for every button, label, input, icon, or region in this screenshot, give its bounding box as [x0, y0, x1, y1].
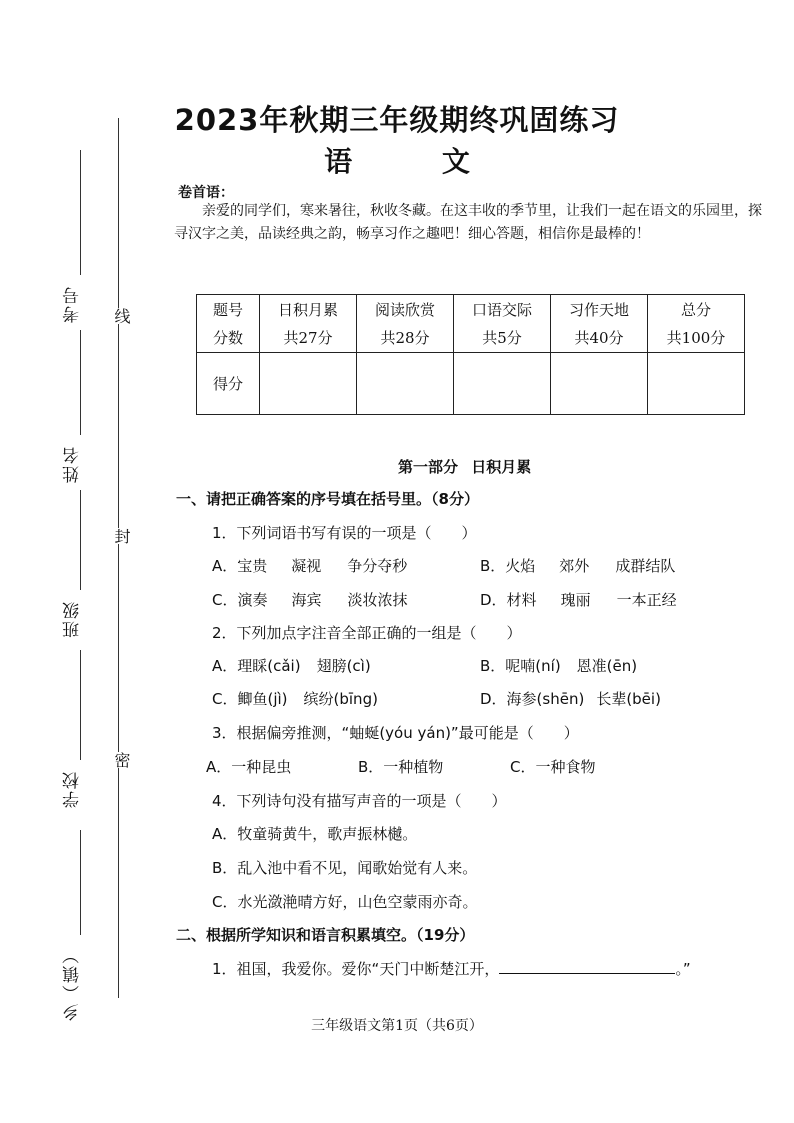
- score-input-cell[interactable]: [454, 353, 551, 415]
- q2-option-b[interactable]: B．呢喃(ní) 恩准(ēn): [480, 657, 638, 675]
- seal-secret-mark: 密: [112, 752, 131, 768]
- school-label: 学校: [63, 770, 83, 808]
- score-input-cell[interactable]: [260, 353, 357, 415]
- score-header-cell: 总分 共100分: [648, 295, 745, 353]
- q4-option-c[interactable]: C．水光潋滟晴方好，山色空蒙雨亦奇。: [212, 893, 478, 911]
- score-row-label: 得分: [197, 353, 260, 415]
- score-header-cell: 口语交际 共5分: [454, 295, 551, 353]
- section2-title: 二、根据所学知识和语言积累填空。（19分）: [176, 926, 475, 944]
- score-input-cell[interactable]: [357, 353, 454, 415]
- class-field[interactable]: [80, 490, 81, 590]
- q2-option-d[interactable]: D．海参(shēn) 长辈(bēi): [480, 690, 661, 708]
- q1-option-a[interactable]: A．宝贵 凝视 争分夺秒: [212, 557, 408, 575]
- score-input-cell[interactable]: [648, 353, 745, 415]
- page-title: 2023年秋期三年级期终巩固练习: [174, 103, 620, 137]
- preface-label: 卷首语：: [178, 185, 234, 201]
- q4-option-a[interactable]: A．牧童骑黄牛，歌声振林樾。: [212, 825, 418, 843]
- q4-stem: 4．下列诗句没有描写声音的一项是（ ）: [212, 792, 507, 810]
- q3-stem: 3．根据偏旁推测，“蚰蜒(yóu yán)”最可能是（ ）: [212, 724, 579, 742]
- q3-option-a[interactable]: A．一种昆虫: [206, 758, 292, 776]
- binding-line: [118, 118, 119, 998]
- score-header-cell: 阅读欣赏 共28分: [357, 295, 454, 353]
- q3-option-c[interactable]: C．一种食物: [510, 758, 596, 776]
- exam-no-label: 考号: [63, 285, 83, 323]
- q2-stem: 2．下列加点字注音全部正确的一组是（ ）: [212, 624, 522, 642]
- q2-option-c[interactable]: C．鲫鱼(jì) 缤纷(bīng): [212, 690, 378, 708]
- score-header-cell: 习作天地 共40分: [551, 295, 648, 353]
- q1-option-d[interactable]: D．材料 瑰丽 一本正经: [480, 591, 677, 609]
- page-footer: 三年级语文第1页（共6页）: [311, 1018, 483, 1034]
- preface-text: 亲爱的同学们，寒来暑往，秋收冬藏。在这丰收的季节里，让我们一起在语文的乐园里，探寻汉字之美，品读经典之韵，畅享习作之趣吧！细心答题，相信你是最棒的！: [174, 203, 762, 242]
- score-input-cell[interactable]: [551, 353, 648, 415]
- township-label: 乡（镇）: [63, 945, 83, 1021]
- q1-stem: 1．下列词语书写有误的一项是（ ）: [212, 524, 477, 542]
- s2-q1: 1．祖国，我爱你。爱你“天门中断楚江开， 。”: [212, 960, 691, 978]
- q4-option-b[interactable]: B．乱入池中看不见，闻歌始觉有人来。: [212, 859, 478, 877]
- seal-seal-mark: 封: [112, 528, 131, 544]
- score-header-cell: 日积月累 共27分: [260, 295, 357, 353]
- township-field[interactable]: [80, 830, 81, 935]
- class-label: 班级: [63, 600, 83, 638]
- seal-line-mark: 线: [112, 308, 131, 324]
- s2-q1-blank[interactable]: [499, 961, 675, 974]
- section1-title: 一、请把正确答案的序号填在括号里。（8分）: [176, 490, 479, 508]
- name-field[interactable]: [80, 330, 81, 435]
- subject-title: 语 文: [324, 145, 510, 178]
- score-header-cell: 题号 分数: [197, 295, 260, 353]
- q1-option-b[interactable]: B．火焰 郊外 成群结队: [480, 557, 676, 575]
- q2-option-a[interactable]: A．理睬(cǎi) 翅膀(cì): [212, 657, 371, 675]
- q1-option-c[interactable]: C．演奏 海宾 淡妆浓抹: [212, 591, 408, 609]
- part1-title: 第一部分 日积月累: [398, 458, 532, 476]
- score-table: [196, 294, 745, 415]
- q3-option-b[interactable]: B．一种植物: [358, 758, 444, 776]
- name-label: 姓名: [63, 445, 83, 483]
- school-field[interactable]: [80, 650, 81, 760]
